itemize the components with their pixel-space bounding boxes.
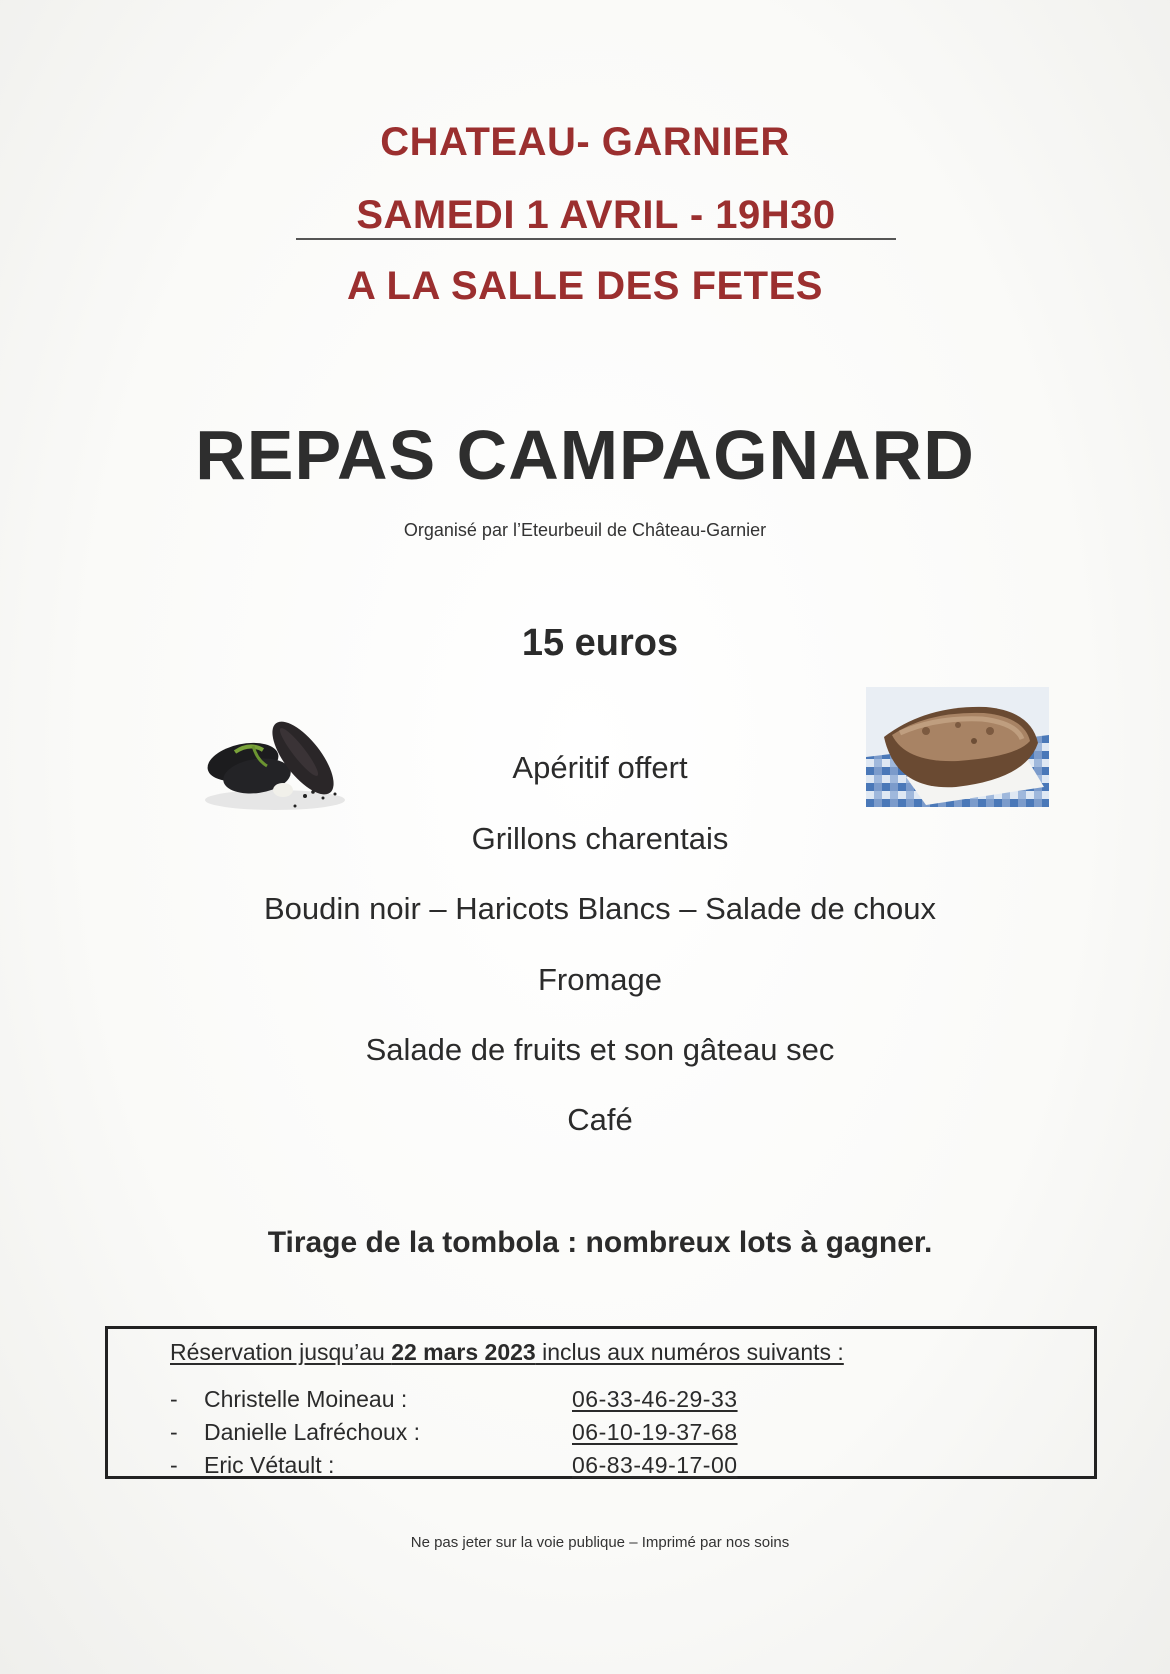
reservation-prefix: Réservation jusqu’au (170, 1339, 392, 1365)
contact-row (170, 1452, 1070, 1482)
contact-name: Christelle Moineau : (204, 1386, 408, 1412)
pate-toast-image (866, 687, 1049, 807)
organizer-line: Organisé par l’Eteurbeuil de Château-Garnier (403, 520, 767, 540)
tombola-notice: Tirage de la tombola : nombreux lots à gagner. (267, 1226, 933, 1259)
menu-item-cheese: Fromage (537, 962, 663, 997)
menu-item-aperitif: Apéritif offert (512, 750, 688, 785)
reservation-header (170, 1339, 844, 1366)
contact-name: Eric Vétault : (204, 1452, 335, 1478)
contact-row (170, 1419, 1070, 1449)
price: 15 euros (521, 622, 679, 664)
bullet-dash: - (170, 1419, 178, 1445)
contact-phone: 06-10-19-37-68 (572, 1419, 738, 1445)
header-town: CHATEAU- GARNIER (380, 120, 790, 164)
contact-phone: 06-83-49-17-00 (572, 1452, 738, 1478)
menu-item-grillons: Grillons charentais (471, 821, 729, 856)
header-venue: A LA SALLE DES FETES (347, 264, 823, 308)
header-date-time: SAMEDI 1 AVRIL - 19H30 (296, 192, 896, 240)
reservation-box (105, 1326, 1097, 1479)
reservation-deadline: 22 mars 2023 (391, 1339, 536, 1365)
contact-row (170, 1386, 1070, 1416)
bullet-dash: - (170, 1452, 178, 1478)
contact-name: Danielle Lafréchoux : (204, 1419, 421, 1445)
menu-item-coffee: Café (567, 1102, 633, 1137)
event-title: REPAS CAMPAGNARD (195, 416, 975, 494)
reservation-suffix: inclus aux numéros suivants : (535, 1339, 844, 1365)
menu-item-main-course: Boudin noir – Haricots Blancs – Salade de choux (263, 891, 937, 926)
menu-item-dessert: Salade de fruits et son gâteau sec (365, 1032, 835, 1067)
contact-phone: 06-33-46-29-33 (572, 1386, 738, 1412)
footer-note: Ne pas jeter sur la voie publique – Imprimé par nos soins (410, 1534, 790, 1551)
bullet-dash: - (170, 1386, 178, 1412)
